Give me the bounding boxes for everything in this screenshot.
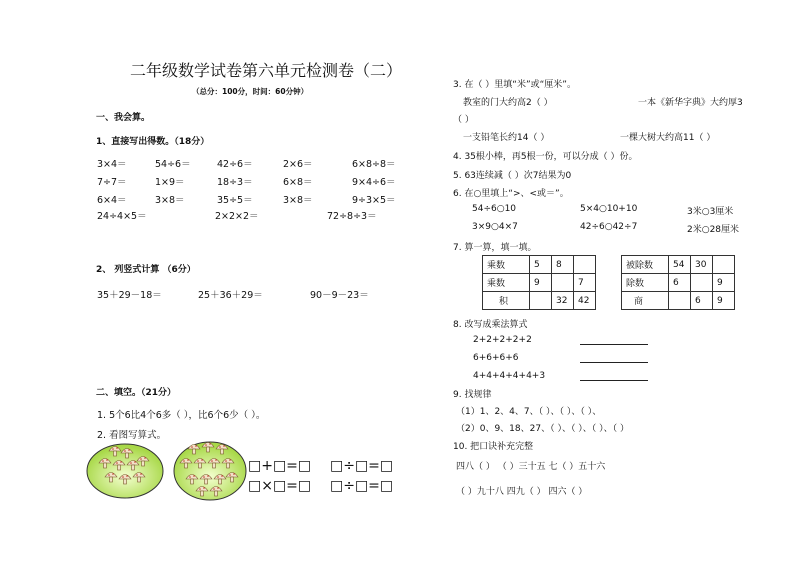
page-title: 二年级数学试卷第六单元检测卷（二） [130,61,403,80]
table-cell: 乘数 [483,274,530,292]
table-cell: 6 [669,274,691,292]
table-cell: 被除数 [622,256,669,274]
q1-item: 72÷8÷3＝ [327,211,377,222]
q2-item: 25＋36＋29＝ [198,290,263,301]
q3-title: 3. 在（ ）里填“米”或“厘米”。 [453,80,576,90]
q2-item: 90－9－23＝ [310,290,369,301]
q1-item: 9÷3×5＝ [352,195,396,206]
q8-item: 2+2+2+2+2 [473,335,532,345]
q3-item: 一棵大树大约高11（ ） [620,133,716,143]
q1-item: 3×8＝ [283,195,313,206]
q9-item: （1）1、2、4、7、（ ）、（ ）、（ ）、 [456,407,602,417]
q8-title: 8. 改写成乘法算式 [453,320,528,330]
q9-title: 9. 找规律 [453,390,492,400]
section2-heading: 二、填空。（21分） [96,388,177,398]
q6-title: 6. 在○里填上“>、<或＝”。 [453,189,569,199]
table-cell [552,274,574,292]
table-cell: 9 [713,292,735,310]
equation-div: □÷□=□ [330,458,394,474]
q1-title: 1、直接写出得数。（18分） [96,137,210,147]
q10-item: （ ）九十八 四九（ ） 四六（ ） [456,487,588,497]
equation-div: □÷□=□ [330,478,394,494]
table-cell: 8 [552,256,574,274]
table-cell [574,256,596,274]
mushroom-group-image [172,436,248,502]
table-cell [691,274,713,292]
q3-item: 一本《新华字典》大约厚3 [638,98,743,108]
table-cell: 54 [669,256,691,274]
table-cell: 30 [691,256,713,274]
q6-item: 42÷6○42÷7 [580,222,638,232]
division-table [621,255,735,310]
q2-item: 35＋29－18＝ [97,290,162,301]
q9-item: （2）0、9、18、27、（ ）、（ ）、（ ）、（ ） [456,424,630,434]
table-cell: 积 [483,292,530,310]
table-cell [530,292,552,310]
q3-item: （ ） [453,115,474,125]
table-cell: 6 [691,292,713,310]
q1-item: 3×4＝ [97,159,127,170]
q1-item: 35÷5＝ [217,195,253,206]
q1-item: 6×8＝ [283,177,313,188]
q8-item: 6+6+6+6 [473,353,519,363]
answer-line [580,380,648,381]
fill-q2: 2. 看图写算式。 [97,430,167,441]
q5: 5. 63连续减（ ）次7结果为0 [453,171,572,181]
q1-item: 2×2×2＝ [215,211,259,222]
table-cell: 32 [552,292,574,310]
q10-item: 四八（ ） （ ）三十五 七（ ）五十六 [456,462,606,472]
q1-item: 3×8＝ [155,195,185,206]
q2-title: 2、 列竖式计算 （6分） [96,265,196,275]
q1-item: 42÷6＝ [217,159,253,170]
table-cell: 42 [574,292,596,310]
equation-mul: □×□=□ [248,478,312,494]
q3-item: 一支铅笔长约14（ ） [463,133,550,143]
section1-heading: 一、我会算。 [96,113,151,123]
mushroom-group-image [85,438,165,500]
page-subtitle: （总分：100分，时间：60分钟） [192,87,309,96]
table-cell: 5 [530,256,552,274]
table-cell [669,292,691,310]
q8-item: 4+4+4+4+4+3 [473,371,546,381]
q6-item: 3×9○4×7 [472,222,518,232]
answer-line [580,344,648,345]
q1-item: 24÷4×5＝ [97,211,147,222]
q3-item: 教室的门大约高2（ ） [463,98,553,108]
q1-item: 6×4＝ [97,195,127,206]
q1-item: 9×4÷6＝ [352,177,396,188]
q4: 4. 35根小棒，再5根一份，可以分成（ ）份。 [453,152,638,162]
table-cell: 除数 [622,274,669,292]
table-cell: 7 [574,274,596,292]
q1-item: 1×9＝ [155,177,185,188]
q1-item: 7÷7＝ [97,177,127,188]
q10-title: 10. 把口诀补充完整 [453,442,534,452]
q6-item: 5×4○10+10 [580,204,638,214]
table-cell: 9 [713,274,735,292]
q1-grid [97,156,417,226]
q6-item: 3米○3厘米 [687,207,734,217]
q7-title: 7. 算一算，填一填。 [453,243,537,253]
table-cell [713,256,735,274]
q1-item: 6×8÷8＝ [352,159,396,170]
multiplication-table [482,255,596,310]
q6-item: 2米○28厘米 [687,225,740,235]
q1-item: 18÷3＝ [217,177,253,188]
q1-item: 54÷6＝ [155,159,191,170]
fill-q1: 1. 5个6比4个6多（ ），比6个6少（ ）。 [97,410,266,421]
q6-item: 54÷6○10 [472,204,517,214]
table-cell: 乘数 [483,256,530,274]
answer-line [580,362,648,363]
equation-add: □+□=□ [248,458,312,474]
table-cell: 商 [622,292,669,310]
table-cell: 9 [530,274,552,292]
q1-item: 2×6＝ [283,159,313,170]
